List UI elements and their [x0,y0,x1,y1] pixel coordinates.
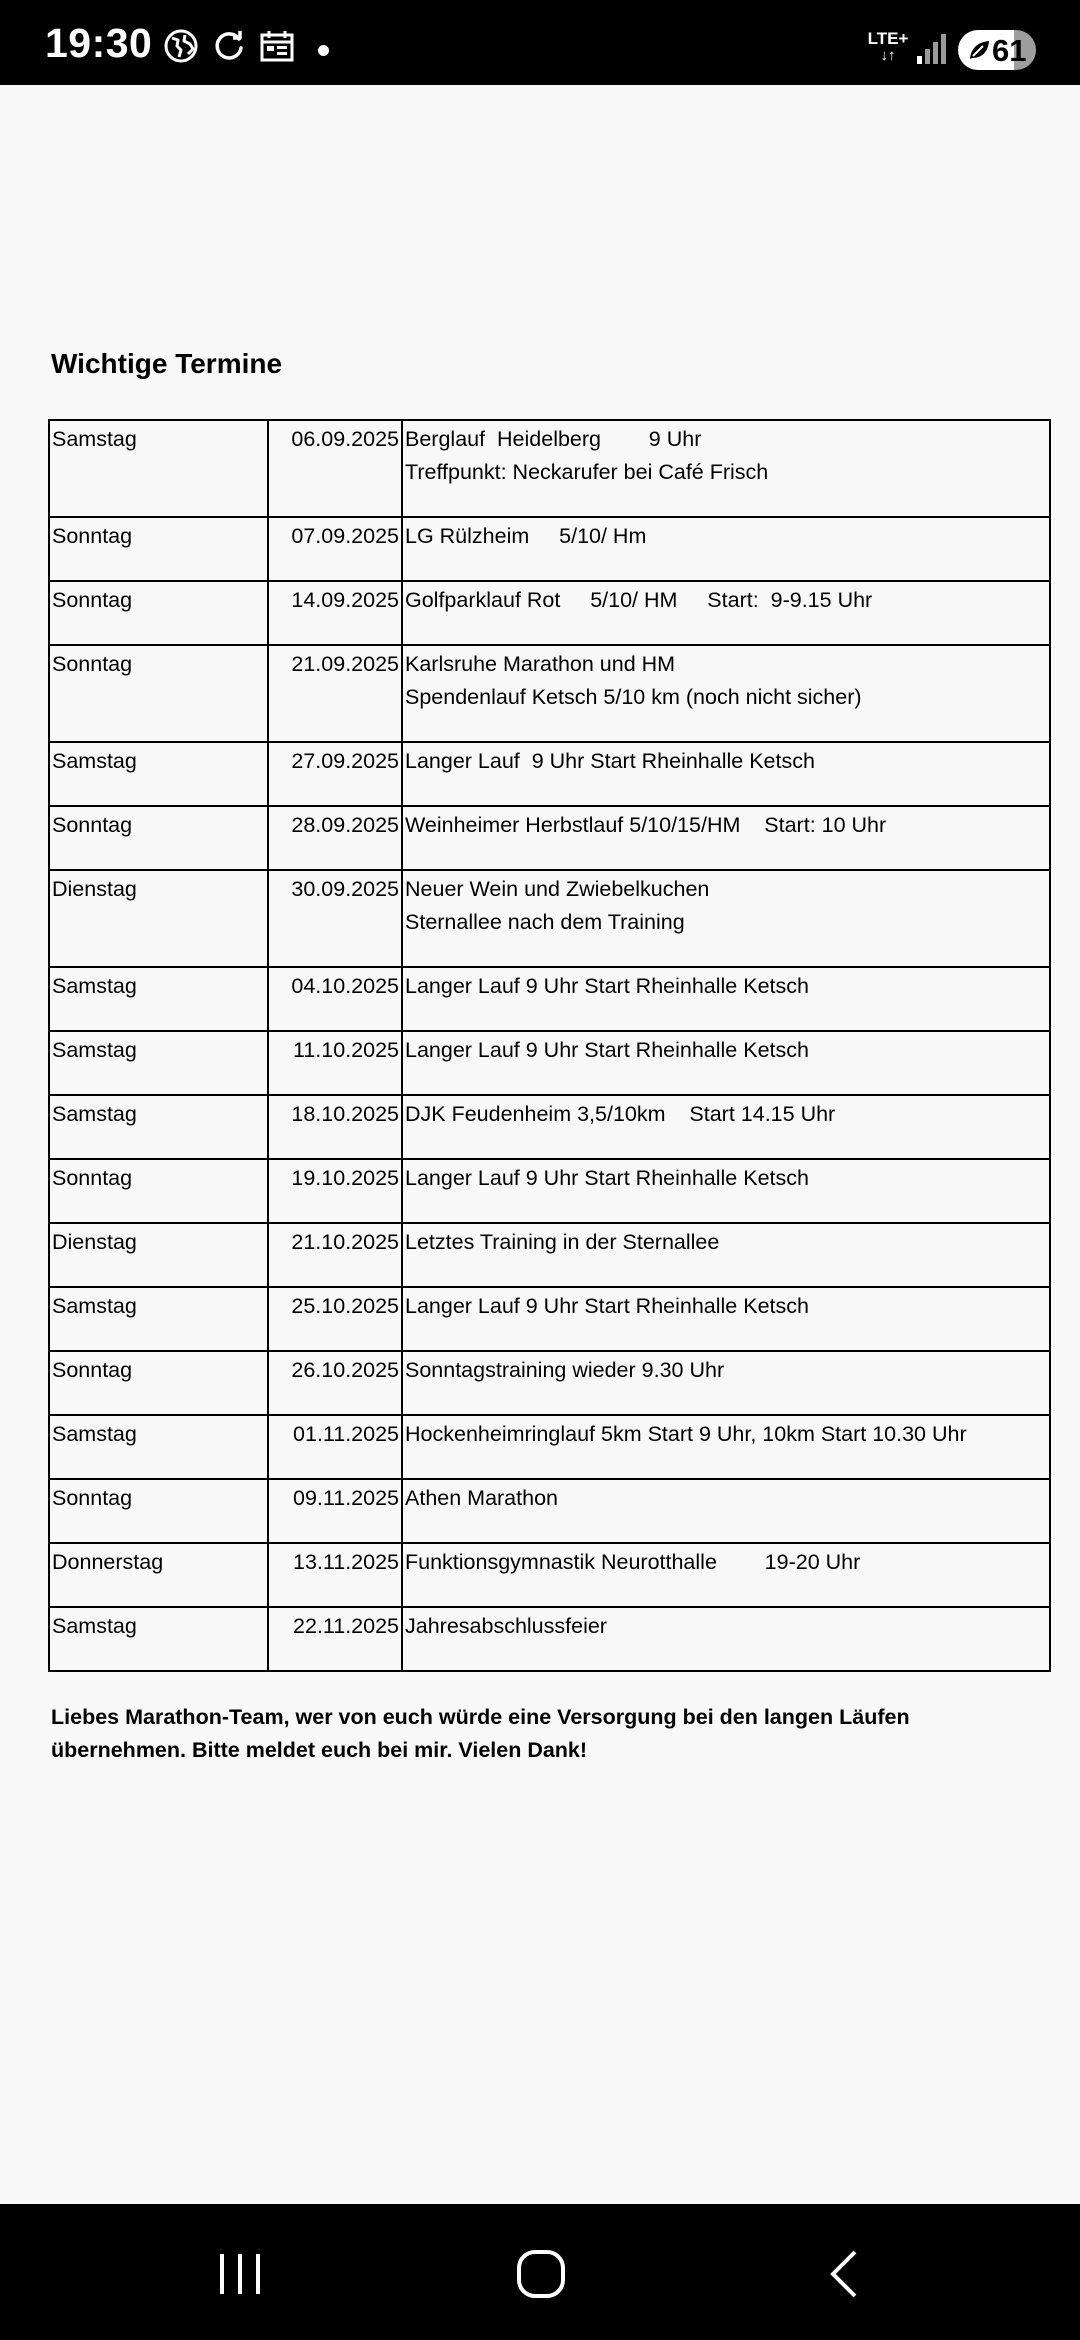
table-row [49,870,1050,967]
event-line: Hockenheimringlauf 5km Start 9 Uhr, 10km Start 10.30 Uhr [405,1422,967,1446]
notification-dot-icon [318,45,329,56]
day-cell: Samstag [49,1095,268,1159]
event-cell [402,645,1050,742]
table-row [49,645,1050,742]
date-cell: 14.09.2025 [268,581,402,645]
event-cell [402,967,1050,1031]
day-cell: Dienstag [49,870,268,967]
event-cell [402,581,1050,645]
event-cell [402,1351,1050,1415]
event-line: Langer Lauf 9 Uhr Start Rheinhalle Ketsch [405,749,815,773]
day-cell: Donnerstag [49,1543,268,1607]
table-row [49,1223,1050,1287]
recent-apps-icon[interactable] [210,2244,270,2304]
day-cell: Samstag [49,967,268,1031]
event-line-2: Spendenlauf Ketsch 5/10 km (noch nicht sicher) [405,685,862,709]
date-cell: 04.10.2025 [268,967,402,1031]
table-row [49,1479,1050,1543]
back-icon[interactable] [815,2244,875,2304]
day-cell: Sonntag [49,517,268,581]
table-row [49,1543,1050,1607]
page-title: Wichtige Termine [51,348,283,379]
event-line: Neuer Wein und Zwiebelkuchen [405,877,710,901]
battery-indicator [958,30,1036,70]
signal-icon [913,30,949,66]
date-cell: 21.09.2025 [268,645,402,742]
date-cell: 09.11.2025 [268,1479,402,1543]
event-cell [402,1095,1050,1159]
day-cell: Samstag [49,420,268,517]
day-cell: Sonntag [49,806,268,870]
date-cell: 27.09.2025 [268,742,402,806]
event-line-2: Sternallee nach dem Training [405,910,685,934]
date-cell: 06.09.2025 [268,420,402,517]
event-cell [402,1479,1050,1543]
event-cell [402,870,1050,967]
date-cell: 07.09.2025 [268,517,402,581]
table-row [49,1415,1050,1479]
status-bar [0,0,1080,85]
event-cell [402,1415,1050,1479]
day-cell: Sonntag [49,1479,268,1543]
date-cell: 25.10.2025 [268,1287,402,1351]
date-cell: 13.11.2025 [268,1543,402,1607]
date-cell: 22.11.2025 [268,1607,402,1671]
event-line: Langer Lauf 9 Uhr Start Rheinhalle Ketsch [405,1294,809,1318]
event-cell [402,420,1050,517]
day-cell: Sonntag [49,645,268,742]
event-line: Berglauf Heidelberg 9 Uhr [405,427,702,451]
day-cell: Sonntag [49,581,268,645]
table-row [49,1031,1050,1095]
date-cell: 19.10.2025 [268,1159,402,1223]
event-line: DJK Feudenheim 3,5/10km Start 14.15 Uhr [405,1102,836,1126]
event-cell [402,1607,1050,1671]
calendar-icon [259,28,295,64]
table-row [49,1351,1050,1415]
event-line: Golfparklauf Rot 5/10/ HM Start: 9-9.15 Uhr [405,588,873,612]
date-cell: 18.10.2025 [268,1095,402,1159]
home-icon[interactable] [511,2244,571,2304]
sync-icon [211,28,247,64]
day-cell: Samstag [49,742,268,806]
event-line: Sonntagstraining wieder 9.30 Uhr [405,1358,725,1382]
date-cell: 30.09.2025 [268,870,402,967]
table-row [49,420,1050,517]
table-row [49,581,1050,645]
day-cell: Sonntag [49,1351,268,1415]
event-line: Letztes Training in der Sternallee [405,1230,720,1254]
table-row [49,742,1050,806]
battery-saver-leaf-icon [967,38,991,62]
battery-level: 61 [992,33,1027,68]
event-cell [402,1287,1050,1351]
day-cell: Samstag [49,1031,268,1095]
table-row [49,1095,1050,1159]
date-cell: 26.10.2025 [268,1351,402,1415]
table-row [49,517,1050,581]
navigation-bar [0,2204,1080,2340]
day-cell: Samstag [49,1607,268,1671]
date-cell: 28.09.2025 [268,806,402,870]
event-cell [402,806,1050,870]
day-cell: Sonntag [49,1159,268,1223]
table-row [49,967,1050,1031]
day-cell: Samstag [49,1415,268,1479]
table-row [49,1287,1050,1351]
network-type: LTE+ ↓↑ [867,29,909,64]
event-cell [402,517,1050,581]
day-cell: Samstag [49,1287,268,1351]
date-cell: 11.10.2025 [268,1031,402,1095]
event-line: LG Rülzheim 5/10/ Hm [405,524,647,548]
event-cell [402,1223,1050,1287]
event-line: Karlsruhe Marathon und HM [405,652,676,676]
event-cell [402,1543,1050,1607]
event-cell [402,1031,1050,1095]
table-row [49,1607,1050,1671]
event-line: Langer Lauf 9 Uhr Start Rheinhalle Ketsch [405,1038,809,1062]
status-time: 19:30 [45,20,153,66]
date-cell: 21.10.2025 [268,1223,402,1287]
event-cell [402,1159,1050,1223]
event-line-2: Treffpunkt: Neckarufer bei Café Frisch [405,460,769,484]
event-line: Athen Marathon [405,1486,558,1510]
event-line: Langer Lauf 9 Uhr Start Rheinhalle Ketsch [405,974,809,998]
schedule-table [48,419,1051,1672]
table-row [49,806,1050,870]
globe-icon [163,28,199,64]
table-row [49,1159,1050,1223]
day-cell: Dienstag [49,1223,268,1287]
event-line: Funktionsgymnastik Neurotthalle 19-20 Uhr [405,1550,861,1574]
note-text: Liebes Marathon-Team, wer von euch würde eine Versorgung bei den langen Läufen übernehmen. Bitte meldet euch bei mir. Vielen Dank! [51,1705,910,1762]
event-cell [402,742,1050,806]
event-line: Jahresabschlussfeier [405,1614,607,1638]
date-cell: 01.11.2025 [268,1415,402,1479]
event-line: Langer Lauf 9 Uhr Start Rheinhalle Ketsch [405,1166,809,1190]
event-line: Weinheimer Herbstlauf 5/10/15/HM Start: 10 Uhr [405,813,887,837]
